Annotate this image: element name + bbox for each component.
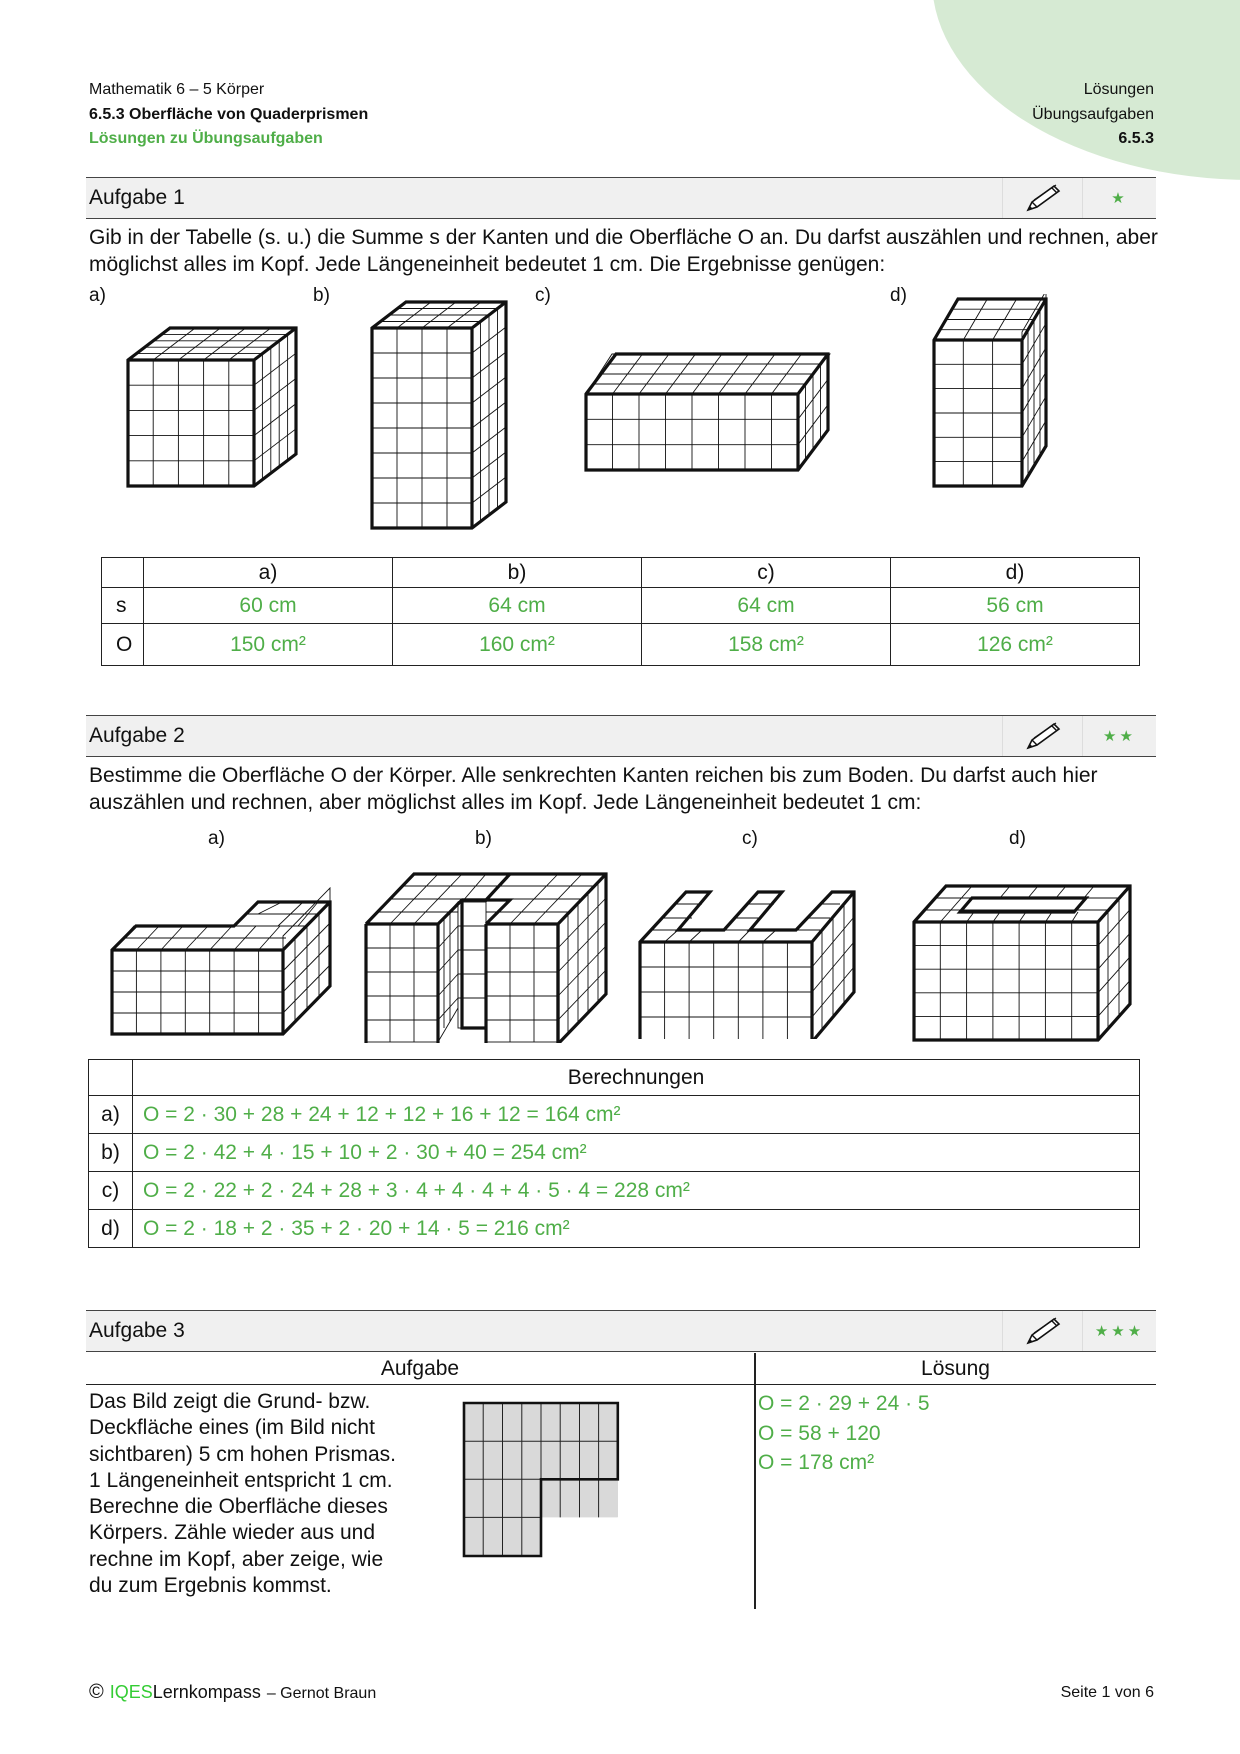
pencil-icon <box>1002 716 1082 756</box>
task3-title: Aufgabe 3 <box>89 1319 185 1342</box>
task2-instructions: Bestimme die Oberfläche O der Körper. Alle senkrechten Kanten reichen bis zum Boden. Du darfst auch hier auszählen und rechnen, aber möglichst alles im Kopf. Jede Längeneinheit bedeutet 1 cm: <box>89 764 1098 814</box>
solution-line: O = 58 + 120 <box>758 1421 881 1445</box>
base-area-grid-figure <box>462 1401 672 1566</box>
row-label: d) <box>89 1210 133 1248</box>
table-row <box>89 1172 1140 1210</box>
prism-figure-a <box>108 878 338 1038</box>
text-line: du zum Ergebnis kommst. <box>89 1574 332 1598</box>
column-header: d) <box>891 558 1140 588</box>
row-label: a) <box>89 1096 133 1134</box>
row-label: O <box>102 624 144 666</box>
figure-label: b) <box>475 828 492 849</box>
difficulty-stars: ★★★ <box>1082 1311 1156 1351</box>
table-corner-cell <box>89 1060 133 1096</box>
subject-line: Mathematik 6 – 5 Körper <box>89 81 265 98</box>
table-corner-cell <box>102 558 144 588</box>
cuboid-figure-c <box>582 350 832 490</box>
task2-header <box>86 715 1156 757</box>
answer-cell: 150 cm² <box>144 624 393 666</box>
text-line: Deckfläche eines (im Bild nicht <box>89 1416 375 1440</box>
figure-label: b) <box>313 285 330 306</box>
section-title: Lösungen zu Übungsaufgaben <box>89 130 323 147</box>
column-header: Berechnungen <box>133 1060 1140 1096</box>
author: – Gernot Braun <box>266 1685 377 1702</box>
text-line: rechne im Kopf, aber zeige, wie <box>89 1547 384 1571</box>
task1-results-table <box>101 557 1140 666</box>
row-label: b) <box>89 1134 133 1172</box>
task3-solution <box>758 1389 930 1478</box>
chapter-title: 6.5.3 Oberfläche von Quaderprismen <box>89 105 369 123</box>
column-header: a) <box>144 558 393 588</box>
calculation-cell: O = 2 · 22 + 2 · 24 + 28 + 3 · 4 + 4 · 4 + 4 · 5 · 4 = 228 cm² <box>133 1172 1140 1210</box>
table-header-row <box>102 558 1140 588</box>
figure-label: c) <box>535 285 551 306</box>
answer-cell: 160 cm² <box>393 624 642 666</box>
footer <box>89 1681 376 1704</box>
pencil-icon <box>1002 1311 1082 1351</box>
figure-label: a) <box>89 285 106 306</box>
text-line: Körpers. Zähle wieder aus und <box>89 1521 375 1545</box>
column-header: b) <box>393 558 642 588</box>
answer-cell: 64 cm <box>393 588 642 624</box>
column-divider <box>754 1353 756 1609</box>
cuboid-figure-b <box>368 290 518 540</box>
solution-line: O = 178 cm² <box>758 1451 875 1474</box>
text-line: Das Bild zeigt die Grund- bzw. <box>89 1390 371 1413</box>
difficulty-stars: ★★ <box>1082 716 1156 756</box>
figure-label: a) <box>208 828 225 849</box>
answer-cell: 60 cm <box>144 588 393 624</box>
prism-figure-c <box>636 874 866 1039</box>
header-right-line1: Lösungen <box>1083 81 1154 98</box>
cuboid-figure-a <box>120 310 310 490</box>
row-label: s <box>102 588 144 624</box>
table-row <box>89 1134 1140 1172</box>
task3-table <box>86 1353 1156 1609</box>
text-line: sichtbaren) 5 cm hohen Prismas. <box>89 1442 396 1466</box>
task3-instructions <box>89 1389 429 1599</box>
column-header-solution: Lösung <box>755 1353 1156 1385</box>
answer-cell: 126 cm² <box>891 624 1140 666</box>
task1-header <box>86 177 1156 219</box>
figure-label: c) <box>742 828 758 849</box>
header-right-code: 6.5.3 <box>1118 130 1154 147</box>
answer-cell: 56 cm <box>891 588 1140 624</box>
cuboid-figure-d <box>930 294 1055 494</box>
solution-line: O = 2 · 29 + 24 · 5 <box>758 1392 930 1415</box>
table-row <box>89 1096 1140 1134</box>
calculation-cell: O = 2 · 42 + 4 · 15 + 10 + 2 · 30 + 40 = 254 cm² <box>133 1134 1140 1172</box>
text-line: Berechne die Oberfläche dieses <box>89 1495 388 1519</box>
table-header-row <box>89 1060 1140 1096</box>
answer-cell: 64 cm <box>642 588 891 624</box>
pencil-icon <box>1002 178 1082 218</box>
page-number: Seite 1 von 6 <box>1060 1684 1154 1701</box>
brand-iqes: IQES <box>109 1682 153 1702</box>
column-header: c) <box>642 558 891 588</box>
row-label: c) <box>89 1172 133 1210</box>
task1-title: Aufgabe 1 <box>89 186 185 209</box>
figure-label: d) <box>1009 828 1026 849</box>
brand-lernkompass: Lernkompass <box>152 1682 261 1702</box>
table-row-s <box>102 588 1140 624</box>
answer-cell: 158 cm² <box>642 624 891 666</box>
document-header-right <box>1032 78 1154 152</box>
calculation-cell: O = 2 · 18 + 2 · 35 + 2 · 20 + 14 · 5 = 216 cm² <box>133 1210 1140 1248</box>
table-row <box>89 1210 1140 1248</box>
figure-label: d) <box>890 285 907 306</box>
text-line: 1 Längeneinheit entspricht 1 cm. <box>89 1468 393 1492</box>
task2-title: Aufgabe 2 <box>89 724 185 747</box>
task1-instructions: Gib in der Tabelle (s. u.) die Summe s der Kanten und die Oberfläche O an. Du darfst auszählen und rechnen, aber möglichst alles im Kopf. Jede Längeneinheit bedeutet 1 cm. Die Ergebnisse genügen: <box>89 226 1158 276</box>
task3-header <box>86 1310 1156 1352</box>
table-row-o <box>102 624 1140 666</box>
task2-calculations-table <box>88 1059 1140 1248</box>
document-header <box>89 78 368 152</box>
prism-figure-b <box>362 868 612 1043</box>
difficulty-stars: ★ <box>1082 178 1156 218</box>
header-right-line2: Übungsaufgaben <box>1032 105 1154 123</box>
copyright-icon: © <box>89 1681 104 1703</box>
prism-figure-d <box>910 872 1135 1042</box>
calculation-cell: O = 2 · 30 + 28 + 24 + 12 + 12 + 16 + 12 = 164 cm² <box>133 1096 1140 1134</box>
column-header-task: Aufgabe <box>86 1353 754 1385</box>
